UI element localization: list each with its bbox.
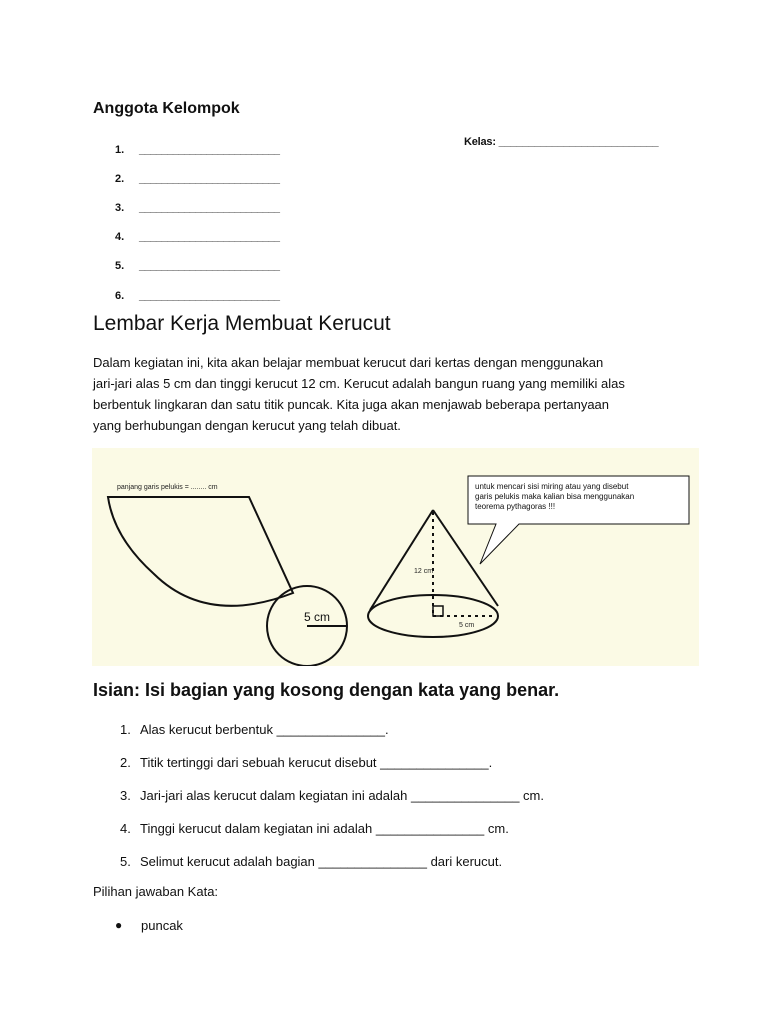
choices-label: Pilihan jawaban Kata: xyxy=(93,884,219,899)
list-item xyxy=(120,852,740,885)
member-blank: _________________________ xyxy=(139,143,280,156)
intro-line: Dalam kegiatan ini, kita akan belajar membuat kerucut dari kertas dengan menggunakan xyxy=(93,355,604,370)
member-blank: _________________________ xyxy=(139,201,280,214)
right-angle-marker xyxy=(433,606,443,616)
question-number: 1. xyxy=(120,722,131,737)
intro-paragraph xyxy=(93,352,693,436)
member-blank: _________________________ xyxy=(139,260,280,273)
list-item xyxy=(115,223,715,252)
question-number: 4. xyxy=(120,821,131,836)
question-text: Alas kerucut berbentuk _______________. xyxy=(140,722,389,737)
member-number: 4. xyxy=(115,231,125,244)
choice-list xyxy=(115,915,183,935)
page-title: Lembar Kerja Membuat Kerucut xyxy=(93,312,391,335)
question-text: Tinggi kerucut dalam kegiatan ini adalah _______________ cm. xyxy=(140,821,509,836)
intro-line: berbentuk lingkaran dan satu titik puncak. Kita juga akan menjawab beberapa pertanyaan xyxy=(93,397,610,412)
member-list xyxy=(115,135,715,310)
cone-radius-label: 5 cm xyxy=(459,622,475,629)
list-item xyxy=(115,915,183,935)
list-item xyxy=(115,164,715,193)
question-list xyxy=(120,720,740,885)
cone-figure xyxy=(92,448,699,666)
member-number: 3. xyxy=(115,201,125,214)
intro-line: jari-jari alas 5 cm dan tinggi kerucut 12 cm. Kerucut adalah bangun ruang yang memiliki alas xyxy=(93,376,625,391)
net-label: panjang garis pelukis = ........ cm xyxy=(117,484,218,491)
question-text: Selimut kerucut adalah bagian _______________ dari kerucut. xyxy=(140,854,503,869)
member-number: 5. xyxy=(115,260,125,273)
circle-radius-label: 5 cm xyxy=(304,610,331,624)
callout-line: teorema pythagoras !!! xyxy=(475,502,556,511)
callout-line: untuk mencari sisi miring atau yang disebut xyxy=(475,482,629,491)
member-number: 6. xyxy=(115,289,125,302)
question-number: 5. xyxy=(120,854,131,869)
isian-heading: Isian: Isi bagian yang kosong dengan kata yang benar. xyxy=(93,680,560,700)
member-number: 2. xyxy=(115,172,125,185)
cone-net-sector xyxy=(108,497,293,606)
list-item xyxy=(115,281,715,310)
question-text: Jari-jari alas kerucut dalam kegiatan ini adalah _______________ cm. xyxy=(140,788,544,803)
bullet-icon: ● xyxy=(115,918,123,932)
member-blank: _________________________ xyxy=(139,231,280,244)
list-item xyxy=(120,786,740,819)
list-item xyxy=(120,753,740,786)
choice-text: puncak xyxy=(141,917,183,933)
kelas-field: Kelas: ___________________________ xyxy=(464,136,659,148)
member-blank: _________________________ xyxy=(139,289,280,302)
question-number: 2. xyxy=(120,755,131,770)
list-item xyxy=(115,193,715,222)
cone-diagram xyxy=(92,448,699,666)
group-heading: Anggota Kelompok xyxy=(93,100,240,117)
cone-height-label: 12 cm xyxy=(414,568,434,575)
member-number: 1. xyxy=(115,143,125,156)
callout-line: garis pelukis maka kalian bisa menggunakan xyxy=(475,492,635,501)
intro-line: yang berhubungan dengan kerucut yang telah dibuat. xyxy=(93,418,401,433)
member-blank: _________________________ xyxy=(139,172,280,185)
list-item xyxy=(120,819,740,852)
question-number: 3. xyxy=(120,788,131,803)
list-item xyxy=(120,720,740,753)
list-item xyxy=(115,252,715,281)
question-text: Titik tertinggi dari sebuah kerucut disebut _______________. xyxy=(140,755,493,770)
